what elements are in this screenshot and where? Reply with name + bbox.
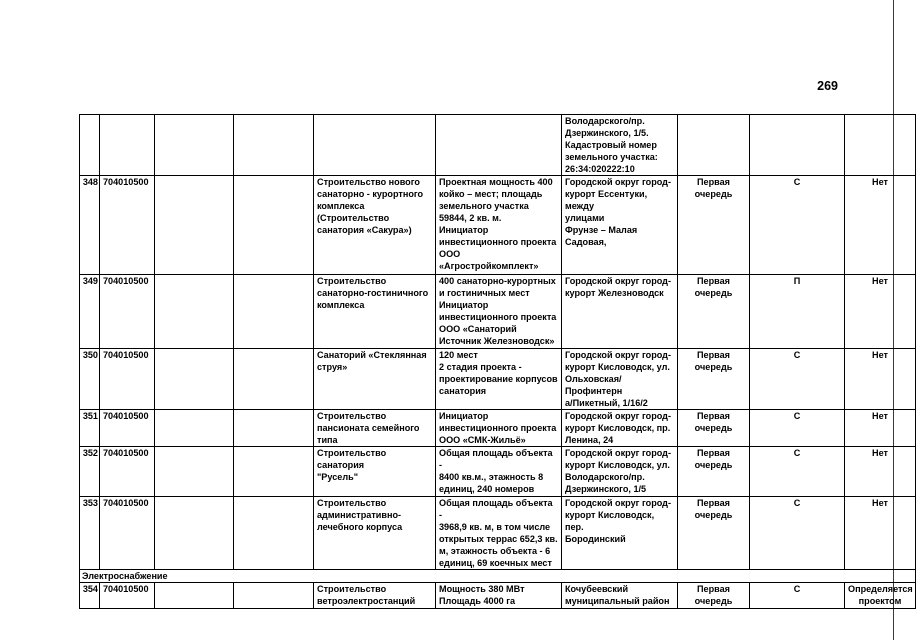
name-cell: Строительство санаторно-гостиничного комплекса bbox=[314, 275, 436, 349]
name-cell: Санаторий «Стеклянная струя» bbox=[314, 349, 436, 410]
name-cell: Строительство санатория "Русель" bbox=[314, 447, 436, 497]
location-cell: Володарского/пр. Дзержинского, 1/5. Кадастровый номер земельного участка: 26:34:020222:10 bbox=[562, 115, 678, 176]
location-cell: Городской округ город- курорт Ессентуки, между улицами Фрунзе – Малая Садовая, bbox=[562, 176, 678, 275]
status-cell: С bbox=[750, 497, 845, 570]
section-title: Электроснабжение bbox=[80, 570, 916, 583]
queue-cell: Первая очередь bbox=[678, 583, 750, 609]
params-cell: 400 санаторно-курортных и гостиничных мест Инициатор инвестиционного проекта ООО «Санаторий Источник Железноводск» bbox=[436, 275, 562, 349]
table-row bbox=[80, 275, 916, 349]
code-cell: 704010500 bbox=[100, 447, 155, 497]
empty-cell-b bbox=[234, 497, 314, 570]
code-cell: 704010500 bbox=[100, 275, 155, 349]
row-number-cell: 353 bbox=[80, 497, 100, 570]
section-row bbox=[80, 570, 916, 583]
table-row bbox=[80, 176, 916, 275]
status-cell: С bbox=[750, 349, 845, 410]
row-number-cell: 354 bbox=[80, 583, 100, 609]
empty-cell-b bbox=[234, 349, 314, 410]
empty-cell-a bbox=[155, 275, 234, 349]
table-row bbox=[80, 349, 916, 410]
status-cell: П bbox=[750, 275, 845, 349]
params-cell: 120 мест 2 стадия проекта - проектирование корпусов санатория bbox=[436, 349, 562, 410]
location-cell: Городской округ город- курорт Железноводск bbox=[562, 275, 678, 349]
table-row bbox=[80, 497, 916, 570]
location-cell: Городской округ город- курорт Кисловодск, ул. Володарского/пр. Дзержинского, 1/5 bbox=[562, 447, 678, 497]
empty-cell-a bbox=[155, 410, 234, 447]
page-number: 269 bbox=[817, 79, 838, 93]
code-cell: 704010500 bbox=[100, 583, 155, 609]
row-number-cell: 348 bbox=[80, 176, 100, 275]
code-cell: 704010500 bbox=[100, 410, 155, 447]
location-cell: Городской округ город- курорт Кисловодск, ул. Ольховская/Профинтерн а/Пикетный, 1/16/2 bbox=[562, 349, 678, 410]
empty-cell-a bbox=[155, 583, 234, 609]
note-cell: Нет bbox=[845, 275, 916, 349]
empty-cell-b bbox=[234, 583, 314, 609]
params-cell: Мощность 380 МВт Площадь 4000 га bbox=[436, 583, 562, 609]
table-row bbox=[80, 115, 916, 176]
params-cell bbox=[436, 115, 562, 176]
location-cell: Городской округ город- курорт Кисловодск, пер. Бородинский bbox=[562, 497, 678, 570]
row-number-cell: 350 bbox=[80, 349, 100, 410]
queue-cell: Первая очередь bbox=[678, 176, 750, 275]
empty-cell-a bbox=[155, 349, 234, 410]
status-cell: С bbox=[750, 176, 845, 275]
queue-cell: Первая очередь bbox=[678, 410, 750, 447]
location-cell: Городской округ город- курорт Кисловодск, пр. Ленина, 24 bbox=[562, 410, 678, 447]
empty-cell-a bbox=[155, 176, 234, 275]
table-row bbox=[80, 447, 916, 497]
location-cell: Кочубеевский муниципальный район bbox=[562, 583, 678, 609]
status-cell: С bbox=[750, 583, 845, 609]
status-cell: С bbox=[750, 447, 845, 497]
queue-cell: Первая очередь bbox=[678, 275, 750, 349]
empty-cell-a bbox=[155, 115, 234, 176]
note-cell: Нет bbox=[845, 497, 916, 570]
params-cell: Инициатор инвестиционного проекта ООО «СМК-Жильё» bbox=[436, 410, 562, 447]
name-cell: Строительство нового санаторно - курортного комплекса (Строительство санатория «Сакура») bbox=[314, 176, 436, 275]
row-number-cell bbox=[80, 115, 100, 176]
empty-cell-a bbox=[155, 497, 234, 570]
code-cell: 704010500 bbox=[100, 497, 155, 570]
name-cell bbox=[314, 115, 436, 176]
empty-cell-a bbox=[155, 447, 234, 497]
empty-cell-b bbox=[234, 176, 314, 275]
table-body bbox=[80, 115, 916, 609]
table-row bbox=[80, 410, 916, 447]
queue-cell: Первая очередь bbox=[678, 447, 750, 497]
empty-cell-b bbox=[234, 275, 314, 349]
note-cell: Нет bbox=[845, 410, 916, 447]
code-cell: 704010500 bbox=[100, 176, 155, 275]
row-number-cell: 352 bbox=[80, 447, 100, 497]
params-cell: Общая площадь объекта - 8400 кв.м., этажность 8 единиц, 240 номеров bbox=[436, 447, 562, 497]
queue-cell: Первая очередь bbox=[678, 349, 750, 410]
name-cell: Строительство административно- лечебного корпуса bbox=[314, 497, 436, 570]
row-number-cell: 349 bbox=[80, 275, 100, 349]
queue-cell bbox=[678, 115, 750, 176]
status-cell: С bbox=[750, 410, 845, 447]
empty-cell-b bbox=[234, 447, 314, 497]
note-cell bbox=[845, 115, 916, 176]
empty-cell-b bbox=[234, 410, 314, 447]
projects-table bbox=[79, 114, 916, 609]
empty-cell-b bbox=[234, 115, 314, 176]
status-cell bbox=[750, 115, 845, 176]
code-cell bbox=[100, 115, 155, 176]
note-cell: Определяется проектом bbox=[845, 583, 916, 609]
name-cell: Строительство пансионата семейного типа bbox=[314, 410, 436, 447]
name-cell: Строительство ветроэлектростанций bbox=[314, 583, 436, 609]
note-cell: Нет bbox=[845, 447, 916, 497]
note-cell: Нет bbox=[845, 349, 916, 410]
table-row bbox=[80, 583, 916, 609]
params-cell: Общая площадь объекта - 3968,9 кв. м, в том числе открытых террас 652,3 кв. м, этажность объекта - 6 единиц, 69 коечных мест bbox=[436, 497, 562, 570]
params-cell: Проектная мощность 400 койко – мест; площадь земельного участка 59844, 2 кв. м. Инициатор инвестиционного проекта ООО «Агростройкомплект» bbox=[436, 176, 562, 275]
code-cell: 704010500 bbox=[100, 349, 155, 410]
row-number-cell: 351 bbox=[80, 410, 100, 447]
note-cell: Нет bbox=[845, 176, 916, 275]
queue-cell: Первая очередь bbox=[678, 497, 750, 570]
